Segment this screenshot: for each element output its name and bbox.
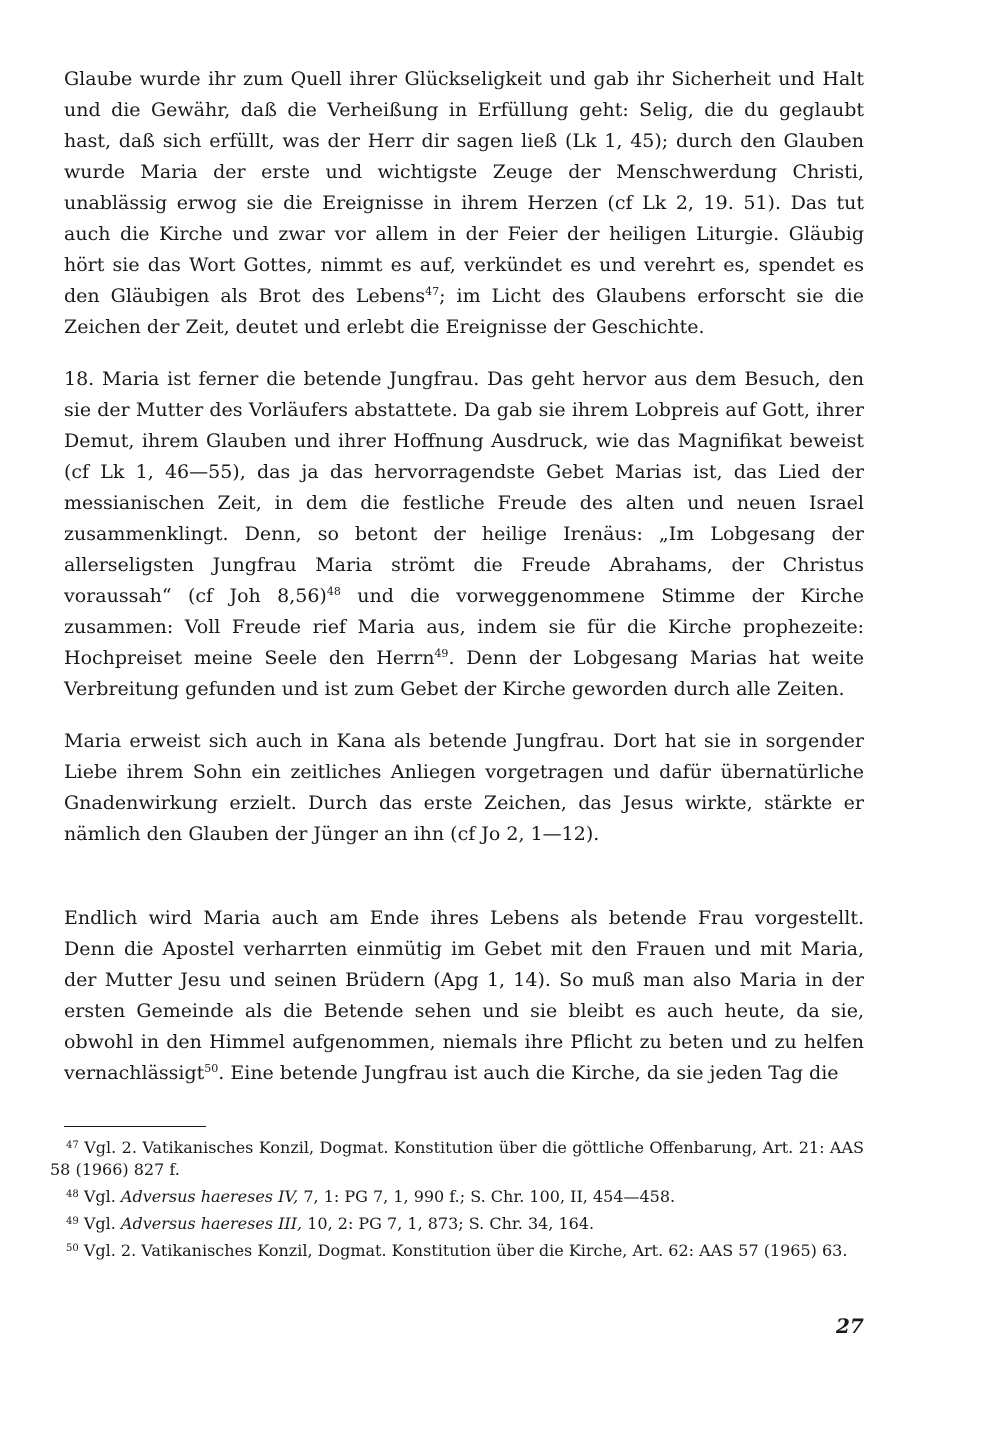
footnote-ref-50[interactable]: 50: [204, 1062, 219, 1075]
footnote-text: 7, 1: PG 7, 1, 990 f.; S. Chr. 100, II, 454—458.: [298, 1187, 676, 1206]
paragraph-text: 18. Maria ist ferner die betende Jungfrau. Das geht hervor aus dem Besuch, den sie der Mutter des Vorläufers abstattete. Da gab sie ihrem Lobpreis auf Gott, ihrer Demut, ihrem Glauben und ihrer Hoffnung Ausdruck, wie das Magnifikat beweist (cf Lk 1, 46—55), das ja das hervorragendste Gebet Marias ist, das Lied der messianischen Zeit, in dem die festliche Freude des alten und neuen Israel zusammenklingt. Denn, so betont der heilige Irenäus: „Im Lobgesang der allerseligsten Jungfrau Maria strömt die Freude Abrahams, der Christus voraussah“ (cf Joh 8,56): [64, 368, 864, 607]
paragraph-text: . Denn der Lobgesang Marias hat weite Verbreitung gefunden und ist zum Gebet der Kirche geworden durch alle Zeiten.: [64, 647, 864, 700]
paragraph-text: Endlich wird Maria auch am Ende ihres Lebens als betende Frau vorgestellt. Denn die Apostel verharrten einmütig im Gebet mit den Frauen und mit Maria, der Mutter Jesu und seinen Brüdern (Apg 1, 14). So muß man also Maria in der ersten Gemeinde als die Betende sehen und sie bleibt es auch heute, da sie, obwohl in den Himmel aufgenommen, niemals ihre Pflicht zu beten und zu helfen vernachlässigt: [64, 907, 864, 1084]
footnote-number: 47: [66, 1140, 79, 1151]
footnotes: [50, 1137, 864, 1267]
footnote-separator: [64, 1126, 206, 1127]
paragraph-text: Glaube wurde ihr zum Quell ihrer Glückseligkeit und gab ihr Sicherheit und Halt und die Gewähr, daß die Verheißung in Erfüllung geht: Selig, die du geglaubt hast, daß sich erfüllt, was der Herr dir sagen ließ (Lk 1, 45); durch den Glauben wurde Maria der erste und wichtigste Zeuge der Menschwerdung Christi, unablässig erwog sie die Ereignisse in ihrem Herzen (cf Lk 2, 19. 51). Das tut auch die Kirche und zwar vor allem in der Feier der heiligen Liturgie. Gläubig hört sie das Wort Gottes, nimmt es auf, verkündet es und verehrt es, spendet es den Gläubigen als Brot des Lebens: [64, 68, 864, 307]
footnote-text: Vgl. 2. Vatikanisches Konzil, Dogmat. Konstitution über die Kirche, Art. 62: AAS 57 (1965) 63.: [83, 1241, 848, 1260]
page-number: 27: [836, 1314, 864, 1338]
paragraph-faith: [64, 64, 864, 343]
paragraph-text: ; im Licht des Glaubens erforscht sie die Zeichen der Zeit, deutet und erlebt die Ereignisse der Geschichte.: [64, 285, 864, 338]
paragraph-text: . Eine betende Jungfrau ist auch die Kirche, da sie jeden Tag die: [218, 1062, 839, 1084]
footnote-text: 10, 2: PG 7, 1, 873; S. Chr. 34, 164.: [302, 1214, 595, 1233]
footnote-47: [50, 1137, 864, 1181]
footnote-number: 50: [66, 1243, 79, 1254]
paragraph-text: und die vorweggenommene Stimme der Kirche zusammen: Voll Freude rief Maria aus, indem sie für die Kirche prophezeite: Hochpreiset meine Seele den Herrn: [64, 585, 864, 669]
footnote-ref-49[interactable]: 49: [434, 647, 449, 660]
footnote-number: 49: [66, 1216, 79, 1227]
paragraph-18-praying-virgin: [64, 364, 864, 705]
footnote-number: 48: [66, 1189, 79, 1200]
footnote-48: [50, 1186, 864, 1208]
paragraph-end-of-life: [64, 903, 864, 1089]
footnote-50: [50, 1240, 864, 1262]
footnote-work-title: Adversus haereses III,: [120, 1214, 303, 1233]
footnote-text: Vgl.: [83, 1214, 121, 1233]
footnote-text: Vgl.: [83, 1187, 121, 1206]
paragraph-kana: Maria erweist sich auch in Kana als betende Jungfrau. Dort hat sie in sorgender Liebe ihrem Sohn ein zeitliches Anliegen vorgetragen und dafür übernatürliche Gnadenwirkung erzielt. Durch das erste Zeichen, das Jesus wirkte, stärkte er nämlich den Glauben der Jünger an ihn (cf Jo 2, 1—12).: [64, 730, 864, 845]
footnote-49: [50, 1213, 864, 1235]
footnote-ref-48[interactable]: 48: [326, 585, 341, 598]
footnote-ref-47[interactable]: 47: [425, 285, 440, 298]
footnote-text: Vgl. 2. Vatikanisches Konzil, Dogmat. Konstitution über die göttliche Offenbarung, Art. 21: AAS 58 (1966) 827 f.: [50, 1138, 864, 1179]
body-text: [64, 64, 864, 1089]
footnote-work-title: Adversus haereses IV,: [120, 1187, 299, 1206]
